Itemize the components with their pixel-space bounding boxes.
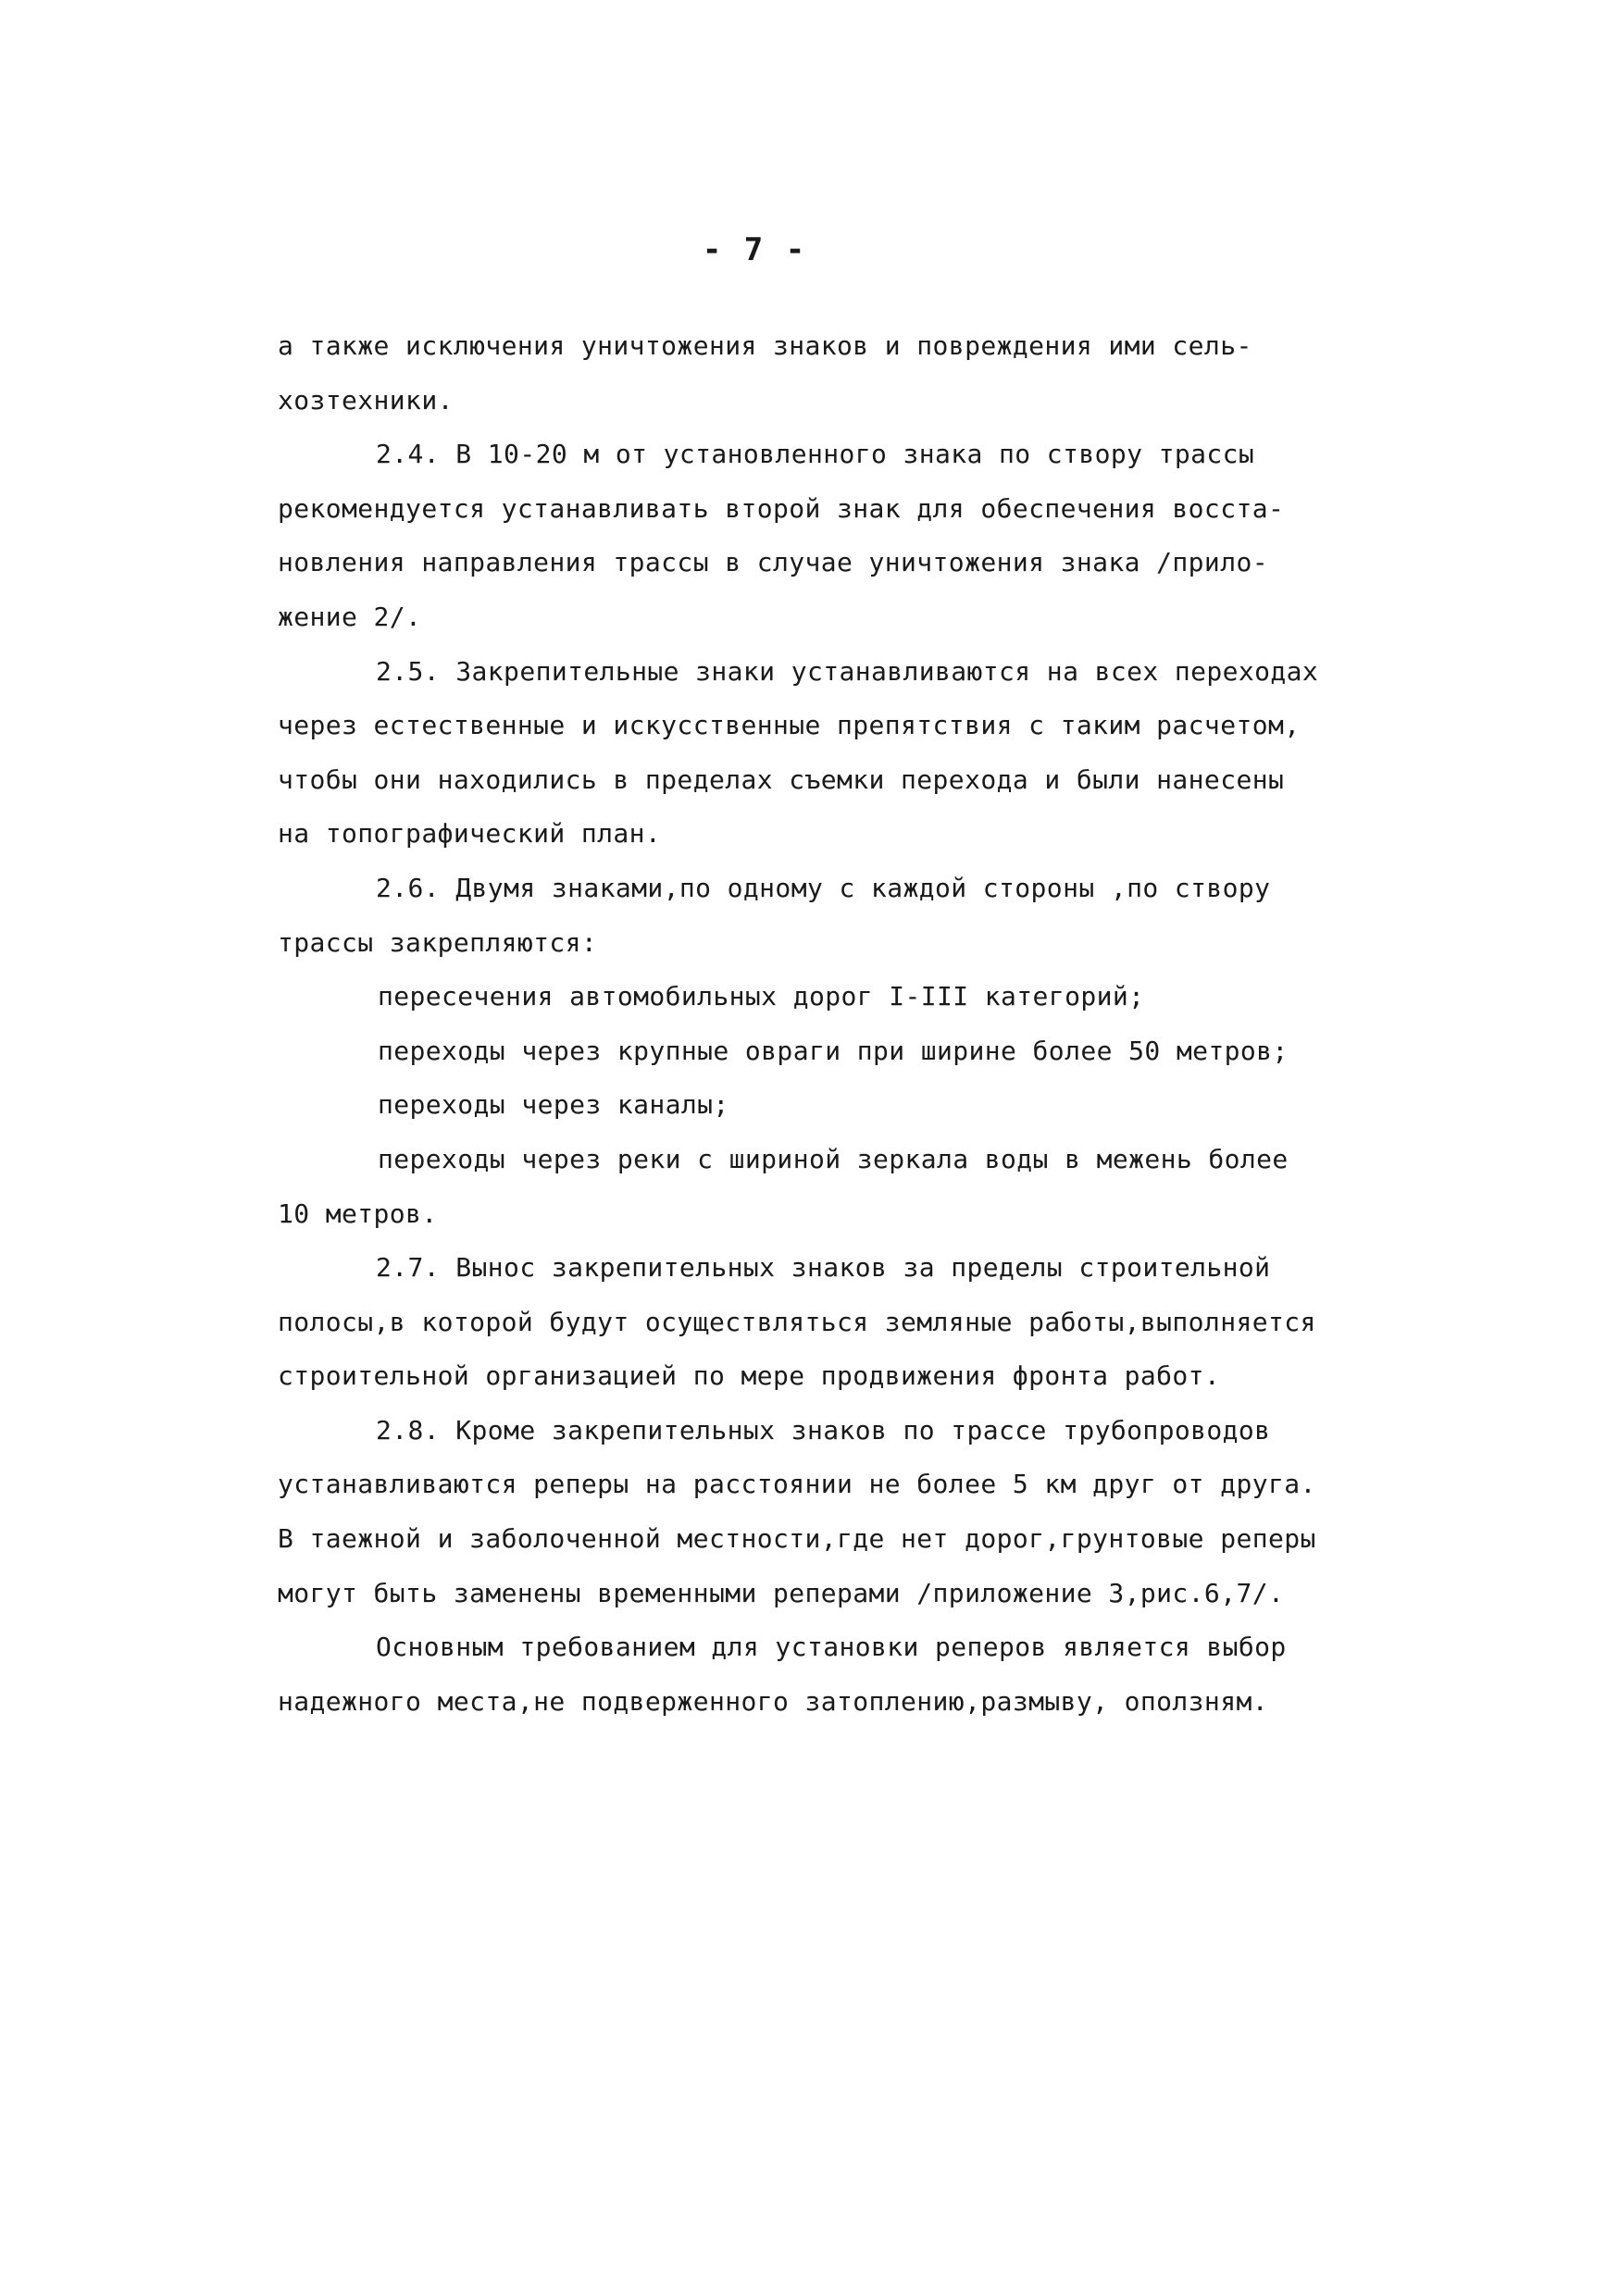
text-line: на топографический план.: [278, 818, 662, 850]
text-line: 2.5. Закрепительные знаки устанавливаются на всех переходах: [376, 655, 1319, 687]
text-line: хозтехники.: [278, 384, 454, 416]
text-line: жение 2/.: [278, 601, 422, 632]
text-line: чтобы они находились в пределах съемки перехода и были нанесены: [278, 763, 1285, 795]
text-line: 2.8. Кроме закрепительных знаков по трассе трубопроводов: [376, 1414, 1271, 1446]
text-line: через естественные и искусственные препятствия с таким расчетом,: [278, 710, 1301, 741]
text-line: полосы,в которой будут осуществляться земляные работы,выполняется: [278, 1306, 1316, 1337]
text-line: рекомендуется устанавливать второй знак для обеспечения восста-: [278, 492, 1285, 524]
page-number: - 7 -: [702, 231, 807, 268]
text-line: переходы через каналы;: [378, 1089, 729, 1121]
text-line: Основным требованием для установки реперов является выбор: [376, 1632, 1287, 1663]
text-line: могут быть заменены временными реперами /приложение 3,рис.6,7/.: [278, 1577, 1285, 1608]
text-line: переходы через крупные овраги при ширине более 50 метров;: [378, 1035, 1289, 1066]
text-line: а также исключения уничтожения знаков и повреждения ими сель-: [278, 330, 1252, 361]
text-line: строительной организацией по мере продвижения фронта работ.: [278, 1360, 1221, 1392]
text-line: В таежной и заболоченной местности,где нет дорог,грунтовые реперы: [278, 1523, 1316, 1555]
text-line: устанавливаются реперы на расстоянии не более 5 км друг от друга.: [278, 1469, 1316, 1500]
text-line: 2.4. В 10-20 м от установленного знака по створу трассы: [376, 439, 1255, 470]
text-line: 2.6. Двумя знаками,по одному с каждой стороны ,по створу: [376, 872, 1271, 903]
text-line: трассы закрепляются:: [278, 926, 598, 958]
text-line: 2.7. Вынос закрепительных знаков за пределы строительной: [376, 1252, 1271, 1284]
text-line: пересечения автомобильных дорог I-III категорий;: [378, 981, 1145, 1012]
text-line: 10 метров.: [278, 1198, 438, 1229]
text-line: переходы через реки с шириной зеркала воды в межень более: [378, 1143, 1289, 1174]
document-body: [278, 319, 1342, 1729]
text-line: надежного места,не подверженного затоплению,размыву, оползням.: [278, 1685, 1268, 1717]
text-line: новления направления трассы в случае уничтожения знака /прило-: [278, 547, 1268, 578]
